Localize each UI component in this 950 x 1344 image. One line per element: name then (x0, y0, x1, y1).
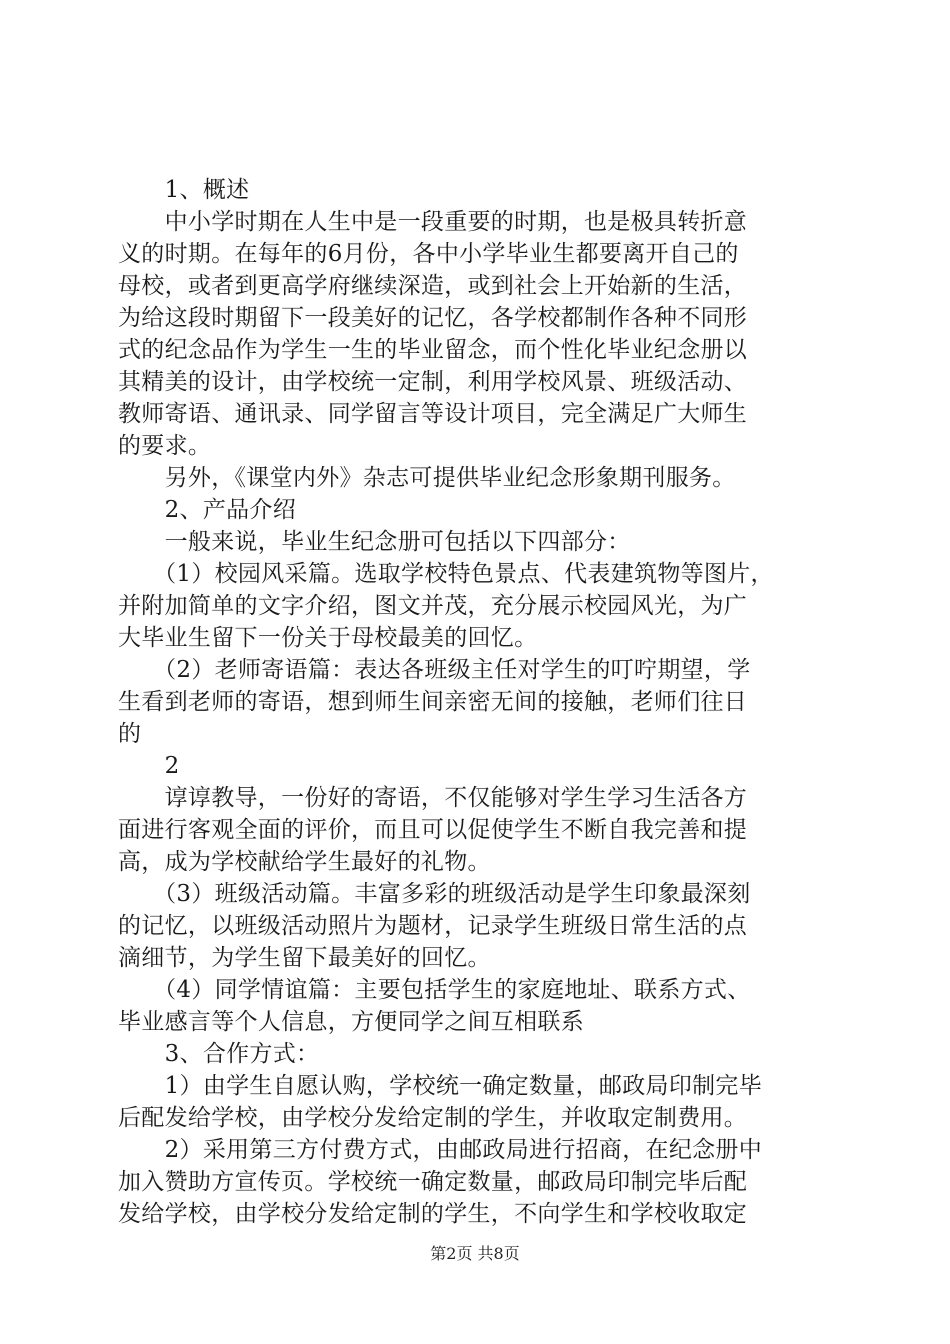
paragraph-line: 面进行客观全面的评价，而且可以促使学生不断自我完善和提 (118, 817, 748, 843)
paragraph-line: 2 (118, 753, 180, 779)
paragraph-line: （1）校园风采篇。选取学校特色景点、代表建筑物等图片， (118, 561, 774, 587)
paragraph-line: （4）同学情谊篇：主要包括学生的家庭地址、联系方式、 (118, 977, 751, 1003)
paragraph-line: 1、概述 (118, 177, 250, 203)
paragraph-line: 的要求。 (118, 433, 212, 459)
paragraph-line: 加入赞助方宣传页。学校统一确定数量，邮政局印制完毕后配 (118, 1169, 748, 1195)
paragraph-line: 后配发给学校，由学校分发给定制的学生，并收取定制费用。 (118, 1105, 748, 1131)
paragraph-line: 其精美的设计，由学校统一定制，利用学校风景、班级活动、 (118, 369, 748, 395)
paragraph-line: 另外，《课堂内外》杂志可提供毕业纪念形象期刊服务。 (118, 465, 736, 491)
paragraph-line: 教师寄语、通讯录、同学留言等设计项目，完全满足广大师生 (118, 401, 748, 427)
page-footer: 第2页 共8页 (430, 1244, 520, 1263)
paragraph-line: 为给这段时期留下一段美好的记忆，各学校都制作各种不同形 (118, 305, 748, 331)
paragraph-line: 高，成为学校献给学生最好的礼物。 (118, 849, 491, 875)
paragraph-line: 谆谆教导，一份好的寄语，不仅能够对学生学习生活各方 (118, 785, 748, 811)
paragraph-line: 中小学时期在人生中是一段重要的时期，也是极具转折意 (118, 209, 748, 235)
paragraph-line: 生看到老师的寄语，想到师生间亲密无间的接触，老师们往日 (118, 689, 748, 715)
paragraph-line: 2）采用第三方付费方式，由邮政局进行招商，在纪念册中 (118, 1137, 763, 1163)
paragraph-line: 义的时期。在每年的6月份，各中小学毕业生都要离开自己的 (118, 241, 739, 267)
paragraph-line: 大毕业生留下一份关于母校最美的回忆。 (118, 625, 538, 651)
paragraph-line: 滴细节，为学生留下最美好的回忆。 (118, 945, 491, 971)
paragraph-line: （2）老师寄语篇：表达各班级主任对学生的叮咛期望，学 (118, 657, 751, 683)
paragraph-line: 3、合作方式： (118, 1041, 320, 1067)
paragraph-line: 一般来说，毕业生纪念册可包括以下四部分： (118, 529, 631, 555)
paragraph-line: 毕业感言等个人信息，方便同学之间互相联系 (118, 1009, 584, 1035)
paragraph-line: 1）由学生自愿认购，学校统一确定数量，邮政局印制完毕 (118, 1073, 763, 1099)
paragraph-line: 并附加简单的文字介绍，图文并茂，充分展示校园风光，为广 (118, 593, 748, 619)
paragraph-line: 的 (118, 721, 142, 747)
paragraph-line: 发给学校，由学校分发给定制的学生，不向学生和学校收取定 (118, 1201, 748, 1227)
paragraph-line: 母校，或者到更高学府继续深造，或到社会上开始新的生活， (118, 273, 748, 299)
paragraph-line: （3）班级活动篇。丰富多彩的班级活动是学生印象最深刻 (118, 881, 751, 907)
paragraph-line: 式的纪念品作为学生一生的毕业留念，而个性化毕业纪念册以 (118, 337, 748, 363)
paragraph-line: 2、产品介绍 (118, 497, 297, 523)
paragraph-line: 的记忆，以班级活动照片为题材，记录学生班级日常生活的点 (118, 913, 748, 939)
